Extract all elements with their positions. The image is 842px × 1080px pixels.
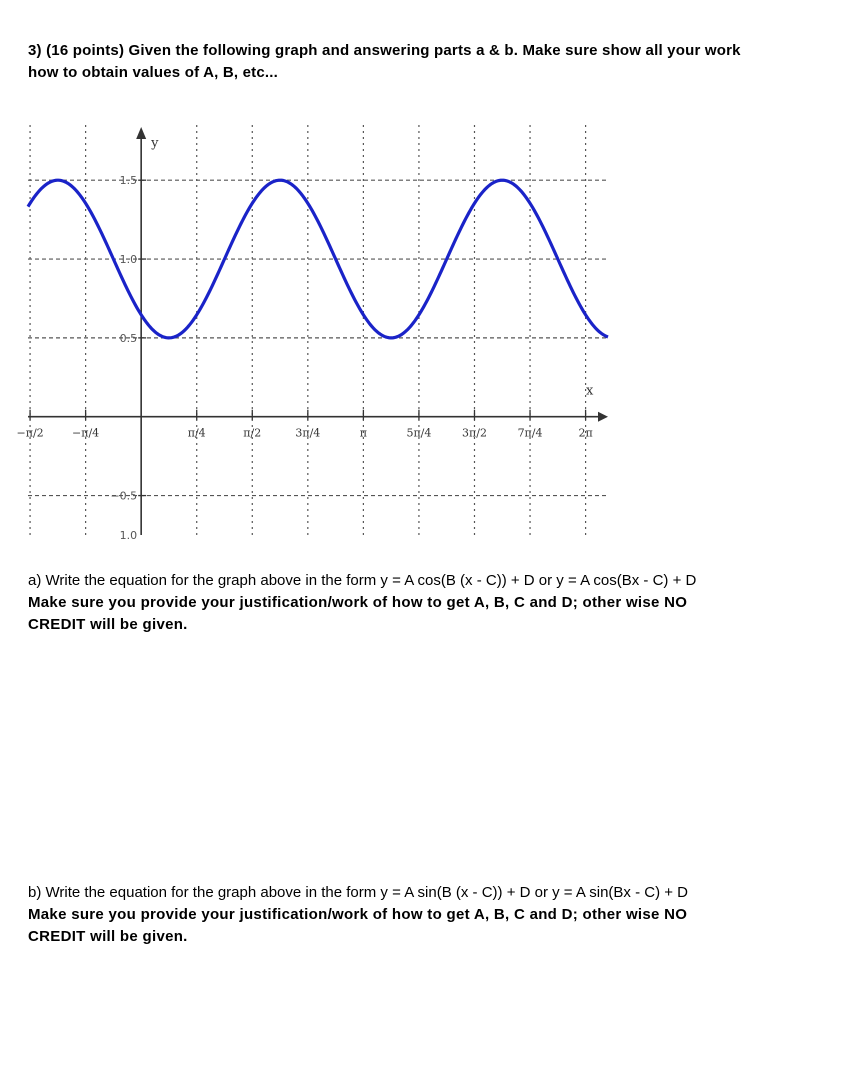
y-axis-arrow — [136, 127, 146, 139]
part-b-prompt: b) Write the equation for the graph above in the form y = A sin(B (x - C)) + D or y = A sin(Bx - C) + D — [28, 884, 688, 901]
x-tick-label: −π/2 — [16, 426, 44, 440]
part-a-instruction-cont: CREDIT will be given. — [28, 616, 188, 633]
y-axis-label: y — [151, 136, 159, 151]
question-header — [28, 40, 818, 84]
part-a-instruction: Make sure you provide your justification/work of how to get A, B, C and D; other wise NO — [28, 594, 688, 611]
x-axis-arrow — [598, 412, 608, 422]
y-tick-label: 1.0 — [119, 253, 138, 267]
y-tick-label-clipped: 1.0 — [119, 529, 138, 542]
x-axis-label: x — [586, 383, 594, 399]
y-tick-label: −0.5 — [110, 489, 138, 503]
x-tick-label: 3π/4 — [295, 426, 321, 440]
x-tick-label: 3π/2 — [462, 426, 487, 440]
question-subtitle: how to obtain values of A, B, etc... — [28, 64, 278, 81]
part-b-instruction-cont: CREDIT will be given. — [28, 928, 188, 945]
part-b-instruction: Make sure you provide your justification/work of how to get A, B, C and D; other wise NO — [28, 906, 688, 923]
part-b — [28, 882, 818, 948]
y-tick-label: 1.5 — [119, 174, 138, 188]
x-tick-label: 7π/4 — [517, 426, 543, 440]
sinusoid-graph — [16, 125, 608, 542]
x-tick-label: 5π/4 — [406, 426, 432, 440]
part-a-prompt: a) Write the equation for the graph above in the form y = A cos(B (x - C)) + D or y = A cos(Bx - C) + D — [28, 572, 697, 589]
x-tick-label: π/2 — [243, 426, 262, 440]
y-tick-label: 0.5 — [119, 331, 138, 345]
part-a — [28, 570, 818, 636]
axes — [28, 127, 608, 535]
x-tick-label: −π/4 — [72, 426, 100, 440]
x-tick-label: 2π — [578, 426, 593, 440]
x-tick-label: π — [359, 426, 367, 440]
axis-ticks — [16, 174, 592, 542]
x-tick-label: π/4 — [187, 426, 206, 440]
question-title: 3) (16 points) Given the following graph and answering parts a & b. Make sure show all your work — [28, 42, 741, 59]
grid-lines — [28, 125, 608, 535]
